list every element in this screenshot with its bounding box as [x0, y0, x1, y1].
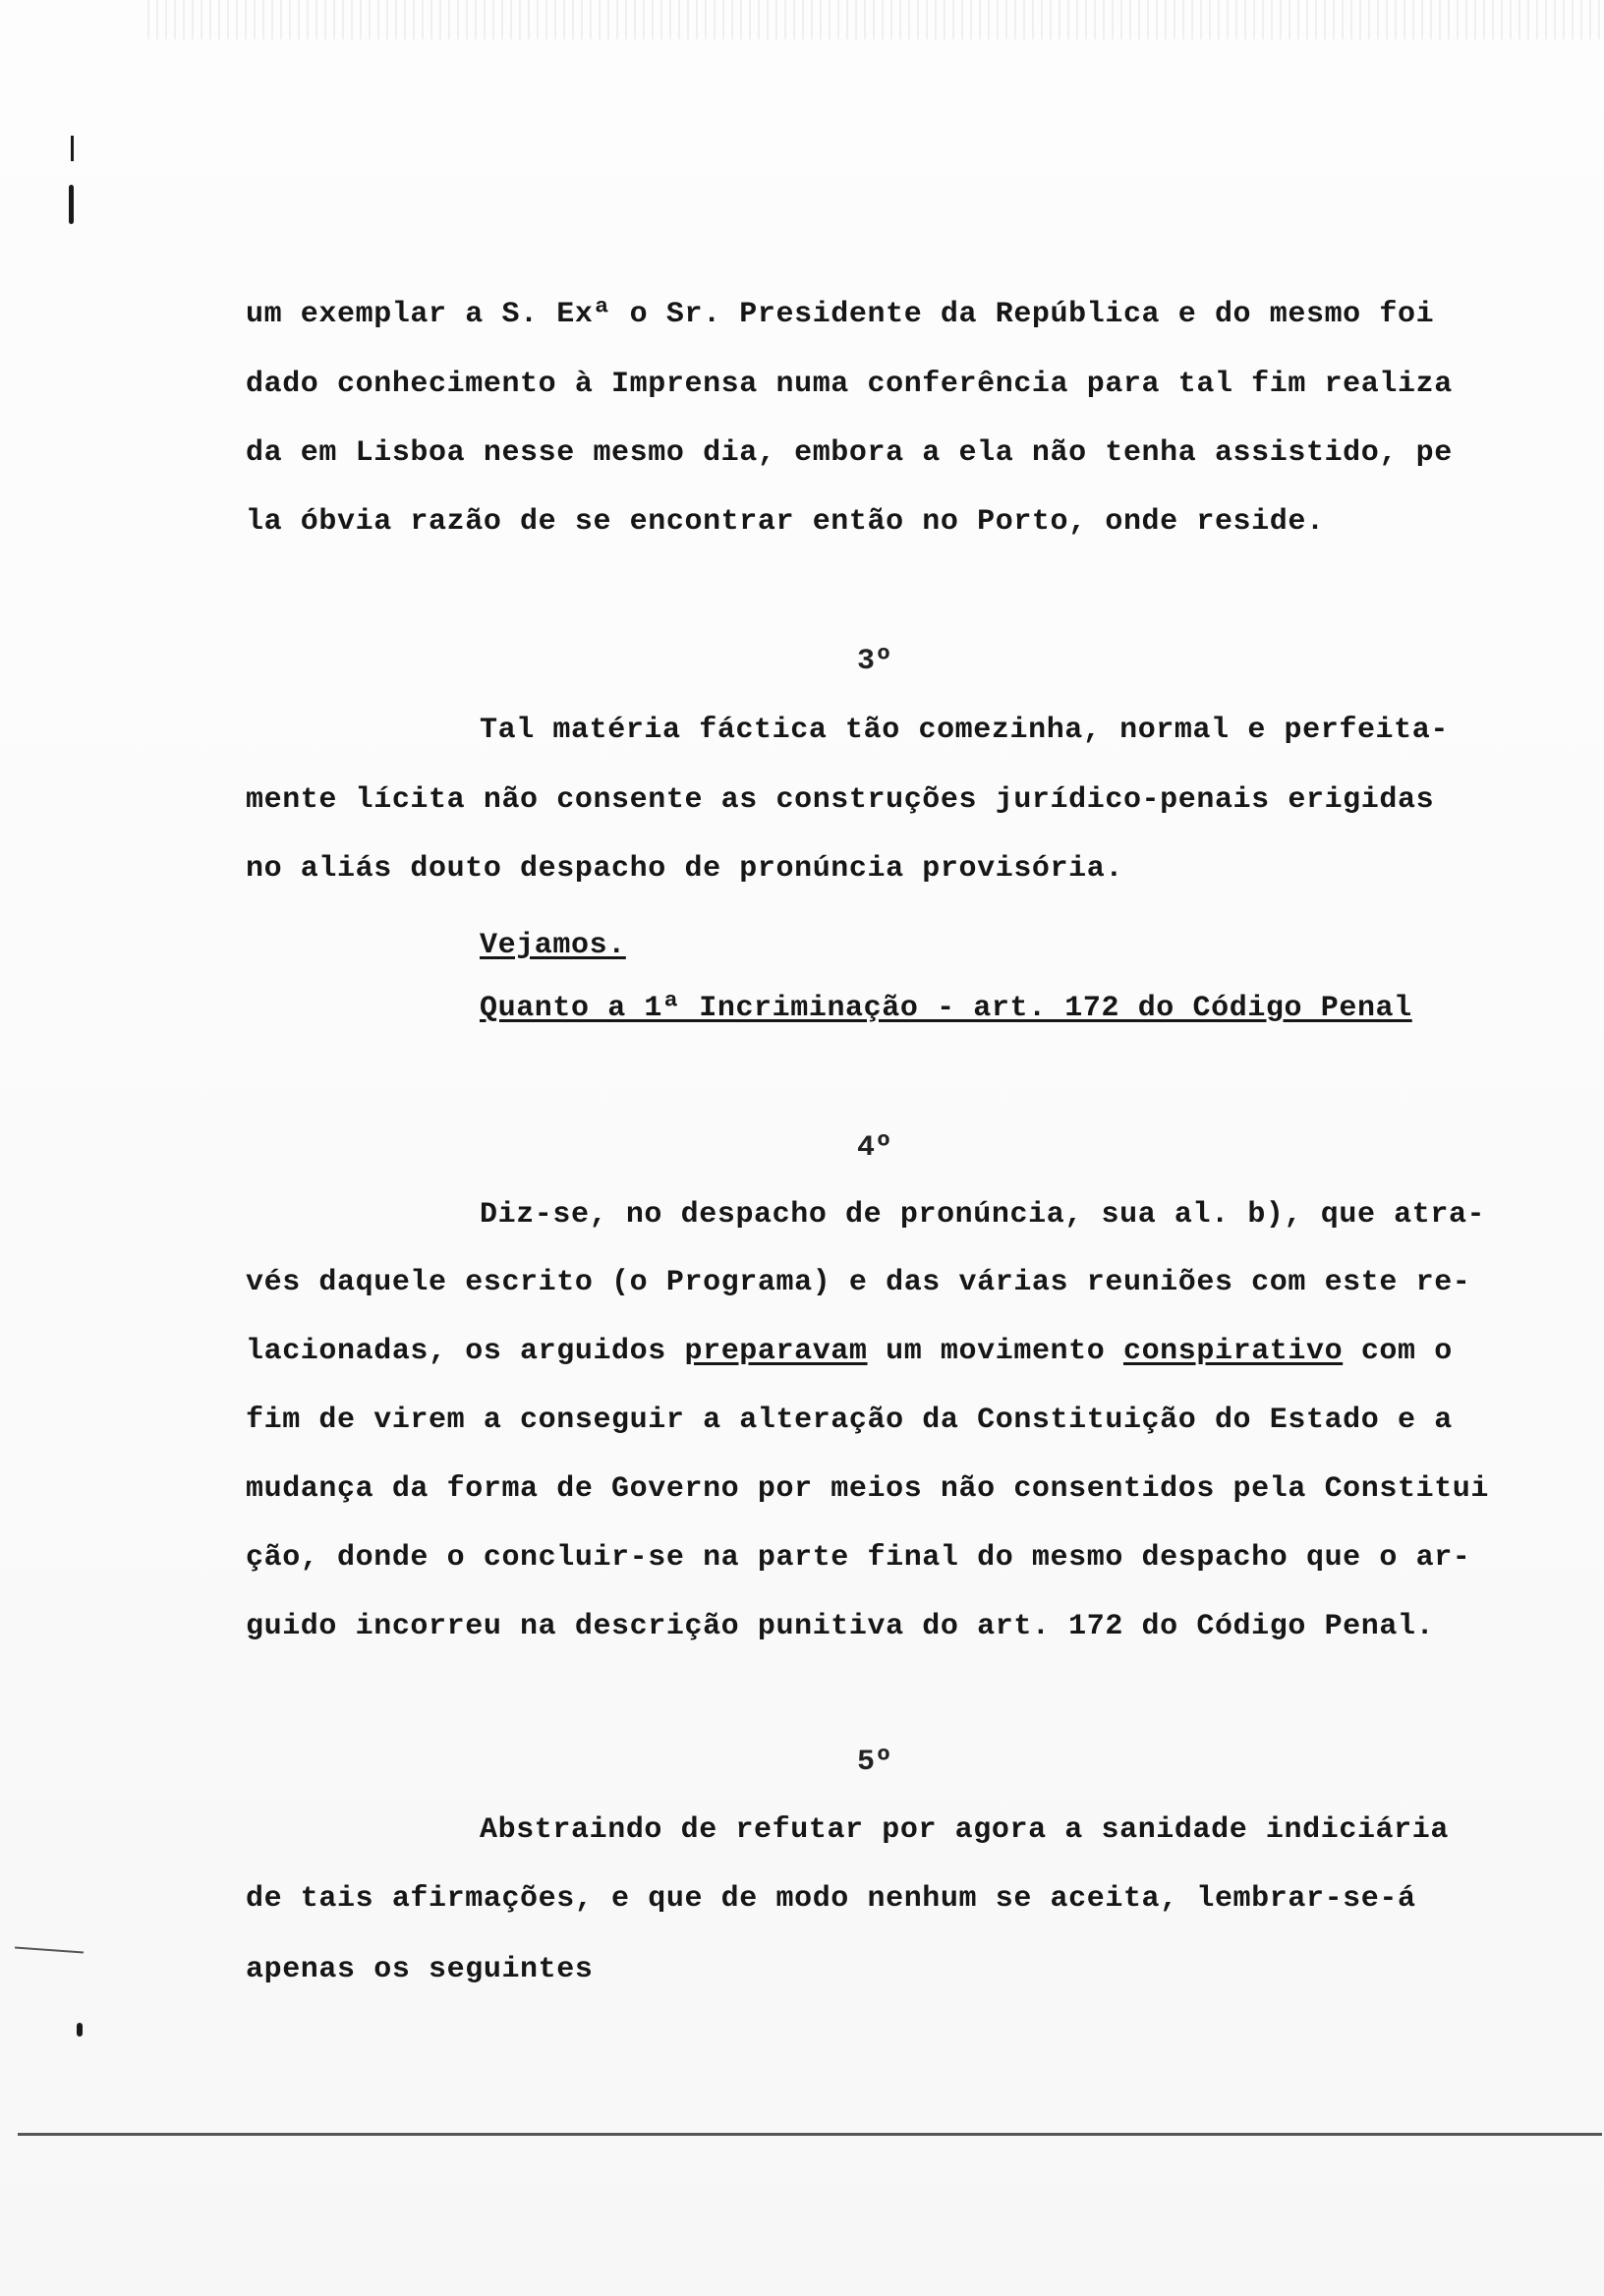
body-line: no aliás douto despacho de pronúncia provisória.: [246, 852, 1123, 886]
body-line: Diz-se, no despacho de pronúncia, sua al. b), que atra-: [480, 1198, 1486, 1232]
margin-mark: [77, 2023, 83, 2037]
body-line: Abstraindo de refutar por agora a sanidade indiciária: [480, 1813, 1449, 1847]
scan-noise-top: [147, 0, 1602, 39]
section-heading: Quanto a 1ª Incriminação - art. 172 do Código Penal: [480, 992, 1412, 1025]
text-fragment: lacionadas, os arguidos: [246, 1335, 685, 1368]
body-line: [246, 1334, 1453, 1369]
body-line: ção, donde o concluir-se na parte final do mesmo despacho que o ar-: [246, 1541, 1471, 1575]
section-number: 3º: [856, 645, 892, 678]
margin-mark: [15, 1947, 84, 1954]
body-line: mente lícita não consente as construções jurídico-penais erigidas: [246, 783, 1435, 817]
section-number: 5º: [856, 1746, 892, 1779]
section-number: 4º: [856, 1131, 892, 1165]
body-line: apenas os seguintes: [246, 1953, 594, 1986]
text-fragment: um movimento: [867, 1335, 1123, 1368]
body-line: dado conhecimento à Imprensa numa conferência para tal fim realiza: [246, 368, 1453, 401]
body-line: Tal matéria fáctica tão comezinha, normal e perfeita-: [480, 714, 1449, 747]
underlined-word: preparavam: [684, 1335, 868, 1368]
margin-mark: [71, 136, 74, 161]
text-fragment: com o: [1343, 1335, 1453, 1368]
body-line: da em Lisboa nesse mesmo dia, embora a ela não tenha assistido, pe: [246, 436, 1453, 470]
underlined-word: conspirativo: [1122, 1335, 1344, 1368]
body-line: fim de virem a conseguir a alteração da Constituição do Estado e a: [246, 1404, 1453, 1437]
body-line: um exemplar a S. Exª o Sr. Presidente da República e do mesmo foi: [246, 298, 1435, 331]
body-line: mudança da forma de Governo por meios não consentidos pela Constitui: [246, 1472, 1489, 1506]
vejamos-label: Vejamos.: [480, 929, 626, 962]
body-line: guido incorreu na descrição punitiva do art. 172 do Código Penal.: [246, 1610, 1435, 1643]
body-line: de tais afirmações, e que de modo nenhum se aceita, lembrar-se-á: [246, 1882, 1416, 1916]
body-line: la óbvia razão de se encontrar então no Porto, onde reside.: [246, 505, 1325, 539]
margin-mark: [69, 185, 74, 224]
body-line: vés daquele escrito (o Programa) e das várias reuniões com este re-: [246, 1266, 1471, 1299]
bottom-rule: [18, 2133, 1602, 2136]
